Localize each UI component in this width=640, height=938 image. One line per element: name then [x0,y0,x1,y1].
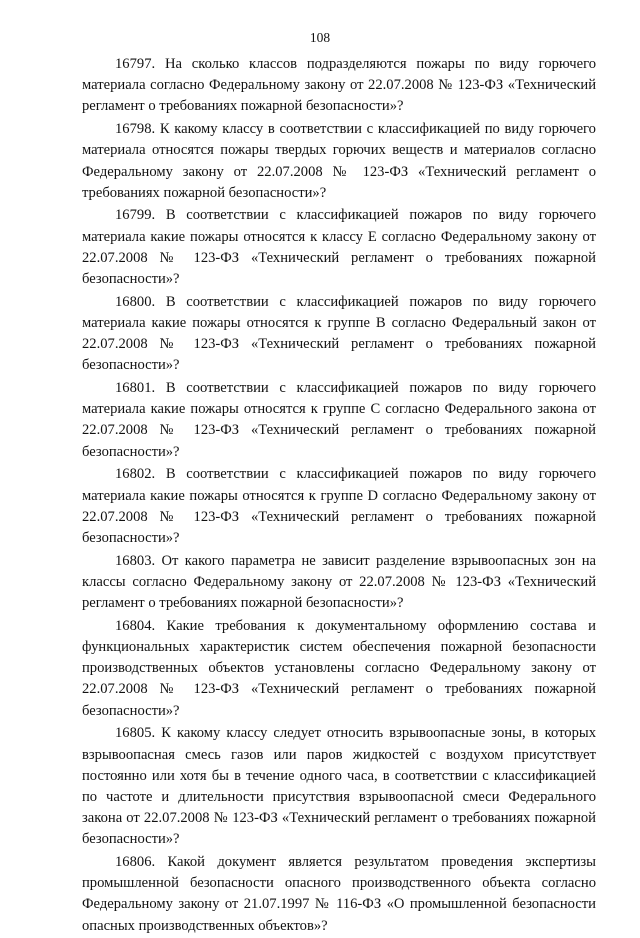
question-item [82,723,596,850]
question-number: 16799. [115,207,156,224]
question-item [82,205,596,290]
question-text: Какой документ является результатом проведения экспертизы промышленной безопасности опасного производственного объекта согласно Федеральному закону от 21.07.1997 № 116-ФЗ «О промышленной безопасности опасных производственных объектов»? [82,854,596,934]
question-list [82,54,596,938]
question-text: В соответствии с классификацией пожаров по виду горючего материала какие пожары относятся к группе B согласно Федеральный закон от 22.07.2008 № 123-ФЗ «Технический регламент о требованиях пожарной безопасности»? [82,293,596,374]
question-number: 16797. [115,56,156,72]
question-number: 16806. [115,854,156,871]
question-number: 16804. [115,617,156,634]
question-number: 16805. [115,725,156,742]
question-item [82,119,596,204]
question-text: К какому классу в соответствии с классификацией по виду горючего материала относятся пожары твердых горючих веществ и материалов согласно Федеральному закону от 22.07.2008 № 123-ФЗ «Технический регламент о требованиях пожарной безопасности»? [82,121,596,201]
question-number: 16802. [115,466,156,483]
question-text: На сколько классов подразделяются пожары по виду горючего материала согласно Федеральному закону от 22.07.2008 № 123-ФЗ «Технический регламент о требованиях пожарной безопасности»? [82,56,596,115]
question-item [82,292,596,377]
question-item [82,551,596,615]
question-text: В соответствии с классификацией пожаров по виду горючего материала какие пожары относятся к группе D согласно Федеральному закону от 22.07.2008 № 123-ФЗ «Технический регламент о требованиях пожарной безопасности»? [82,466,596,546]
question-item [82,464,596,549]
question-text: Какие требования к документальному оформлению состава и функциональных характеристик систем обеспечения пожарной безопасности производственных объектов установлены согласно Федеральному закону от 22.07.2008 № 123-ФЗ «Технический регламент о требованиях пожарной безопасности»? [82,617,596,719]
question-item [82,616,596,722]
question-text: В соответствии с классификацией пожаров по виду горючего материала какие пожары относятся к группе C согласно Федерального закона от 22.07.2008 № 123-ФЗ «Технический регламент о требованиях пожарной безопасности»? [82,380,596,460]
question-item [82,852,596,937]
question-text: К какому классу следует относить взрывоопасные зоны, в которых взрывоопасная смесь газов или паров жидкостей с воздухом присутствует постоянно или хотя бы в течение одного часа, в соответствии с классификацией по частоте и длительности присутствия взрывоопасной смеси Федерального закона от 22.07.2008 № 123-ФЗ «Технический регламент о требованиях пожарной безопасности»? [82,725,596,848]
question-text: В соответствии с классификацией пожаров по виду горючего материала какие пожары относятся к классу E согласно Федеральному закону от 22.07.2008 № 123-ФЗ «Технический регламент о требованиях пожарной безопасности»? [82,207,596,288]
question-item [82,54,596,118]
question-number: 16803. [115,552,156,569]
question-item [82,378,596,463]
page-number: 108 [309,30,331,45]
question-number: 16800. [115,293,156,310]
question-number: 16801. [115,380,156,397]
question-number: 16798. [115,121,156,138]
question-text: От какого параметра не зависит разделение взрывоопасных зон на классы согласно Федеральному закону от 22.07.2008 № 123-ФЗ «Технический регламент о требованиях пожарной безопасности»? [82,552,596,612]
